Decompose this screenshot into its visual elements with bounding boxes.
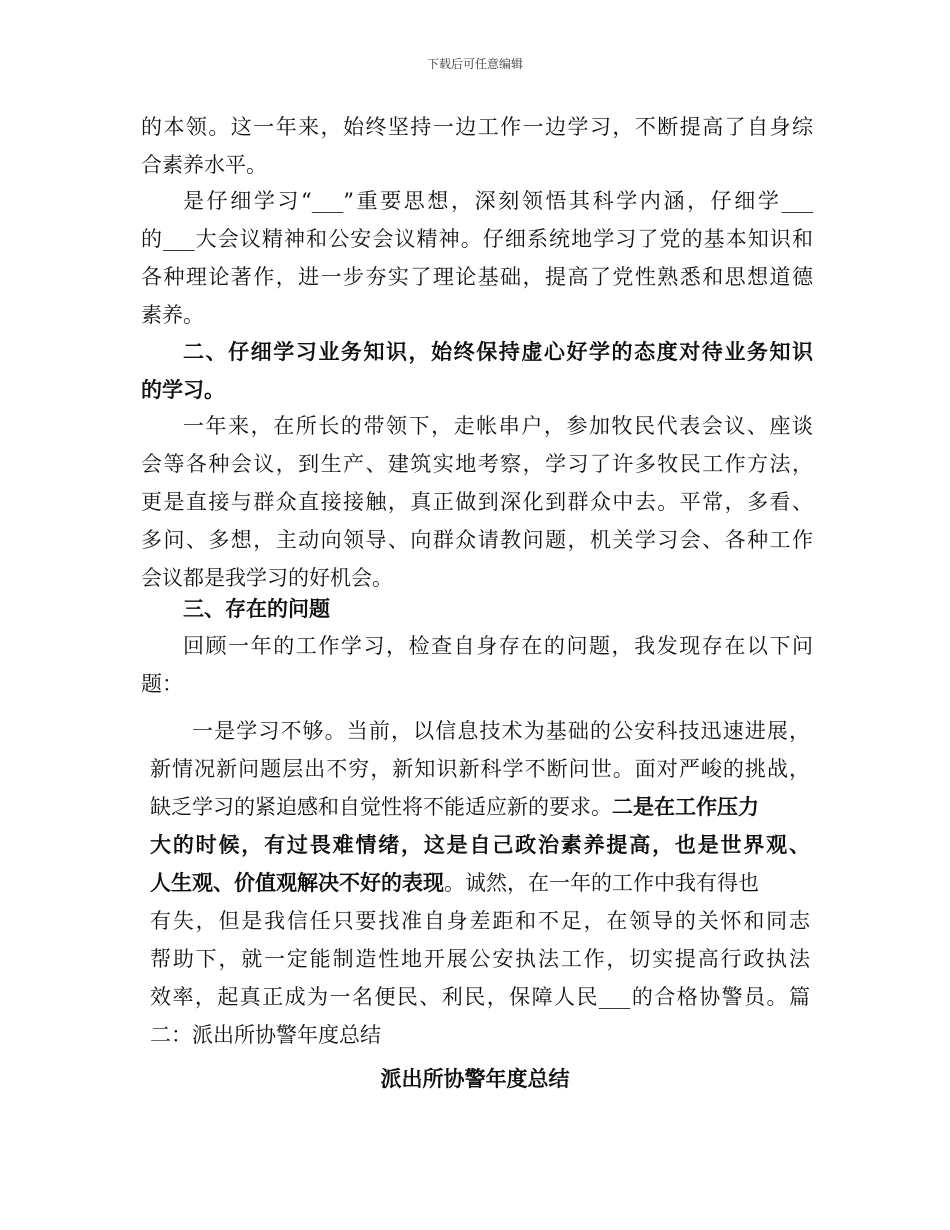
text-line: 一是学习不够。当前，以信息技术为基础的公安科技迅速进展，: [192, 719, 810, 743]
text-line: 有失，但是我信任只要找准自身差距和不足，在领导的关怀和同志: [150, 909, 810, 933]
section-heading-3: [141, 590, 813, 628]
paragraph-5: [150, 712, 810, 1054]
text-line: 的本领。这一年来，始终坚持一边工作一边学习，不断提高了自身综: [141, 115, 813, 139]
heading-line: 的学习。: [141, 377, 225, 402]
text-line: 更是直接与群众直接接触，真正做到深化到群众中去。平常，多看、: [141, 490, 813, 514]
text-line: 素养。: [141, 303, 204, 327]
text-line-mixed: [150, 788, 810, 826]
text-line: 回顾一年的工作学习，检查自身存在的问题，我发现存在以下问: [183, 634, 813, 658]
bold-text: 人生观、价值观解决不好的表现: [150, 870, 444, 895]
document-title: 派出所协警年度总结: [380, 1066, 570, 1091]
heading-line: 二、仔细学习业务知识，始终保持虚心好学的态度对待业务知识: [183, 339, 813, 364]
text-line: 会议都是我学习的好机会。: [141, 566, 393, 590]
text-line: 二：派出所协警年度总结: [150, 1023, 381, 1047]
bold-text: 二是在工作压力: [612, 794, 759, 819]
section-heading-2: [141, 333, 813, 409]
text-line: 效率，起真正成为一名便民、利民，保障人民___的合格协警员。篇: [150, 985, 810, 1009]
heading-line: 三、存在的问题: [183, 596, 330, 621]
text-line: 是仔细学习“___”重要思想，深刻领悟其科学内涵，仔细学___: [183, 189, 813, 213]
paragraph-1: [141, 108, 813, 184]
text-line: 会等各种会议，到生产、建筑实地考察，学习了许多牧民工作方法，: [141, 452, 813, 476]
text-line: 新情况新问题层出不穷，新知识新科学不断问世。面对严峻的挑战，: [150, 757, 810, 781]
normal-text: 。诚然，在一年的工作中我有得也: [444, 871, 759, 895]
page-header: 下载后可任意编辑: [426, 57, 523, 71]
paragraph-4: [141, 627, 813, 703]
paragraph-3: [141, 407, 813, 597]
text-line: 一年来，在所长的带领下，走帐串户，参加牧民代表会议、座谈: [183, 414, 813, 438]
text-line: 合素养水平。: [141, 153, 267, 177]
text-line: 的___大会议精神和公安会议精神。仔细系统地学习了党的基本知识和: [141, 227, 813, 251]
text-line: 多问、多想，主动向领导、向群众请教问题，机关学习会、各种工作: [141, 528, 813, 552]
text-line: 帮助下，就一定能制造性地开展公安执法工作，切实提高行政执法: [150, 947, 810, 971]
normal-text: 缺乏学习的紧迫感和自觉性将不能适应新的要求。: [150, 795, 612, 819]
bold-text-line: 大的时候，有过畏难情绪，这是自己政治素养提高，也是世界观、: [150, 832, 810, 857]
text-line-mixed: [150, 864, 810, 902]
text-line: 题：: [141, 672, 183, 696]
paragraph-2: [141, 182, 813, 334]
text-line: 各种理论著作，进一步夯实了理论基础，提高了党性熟悉和思想道德: [141, 265, 813, 289]
